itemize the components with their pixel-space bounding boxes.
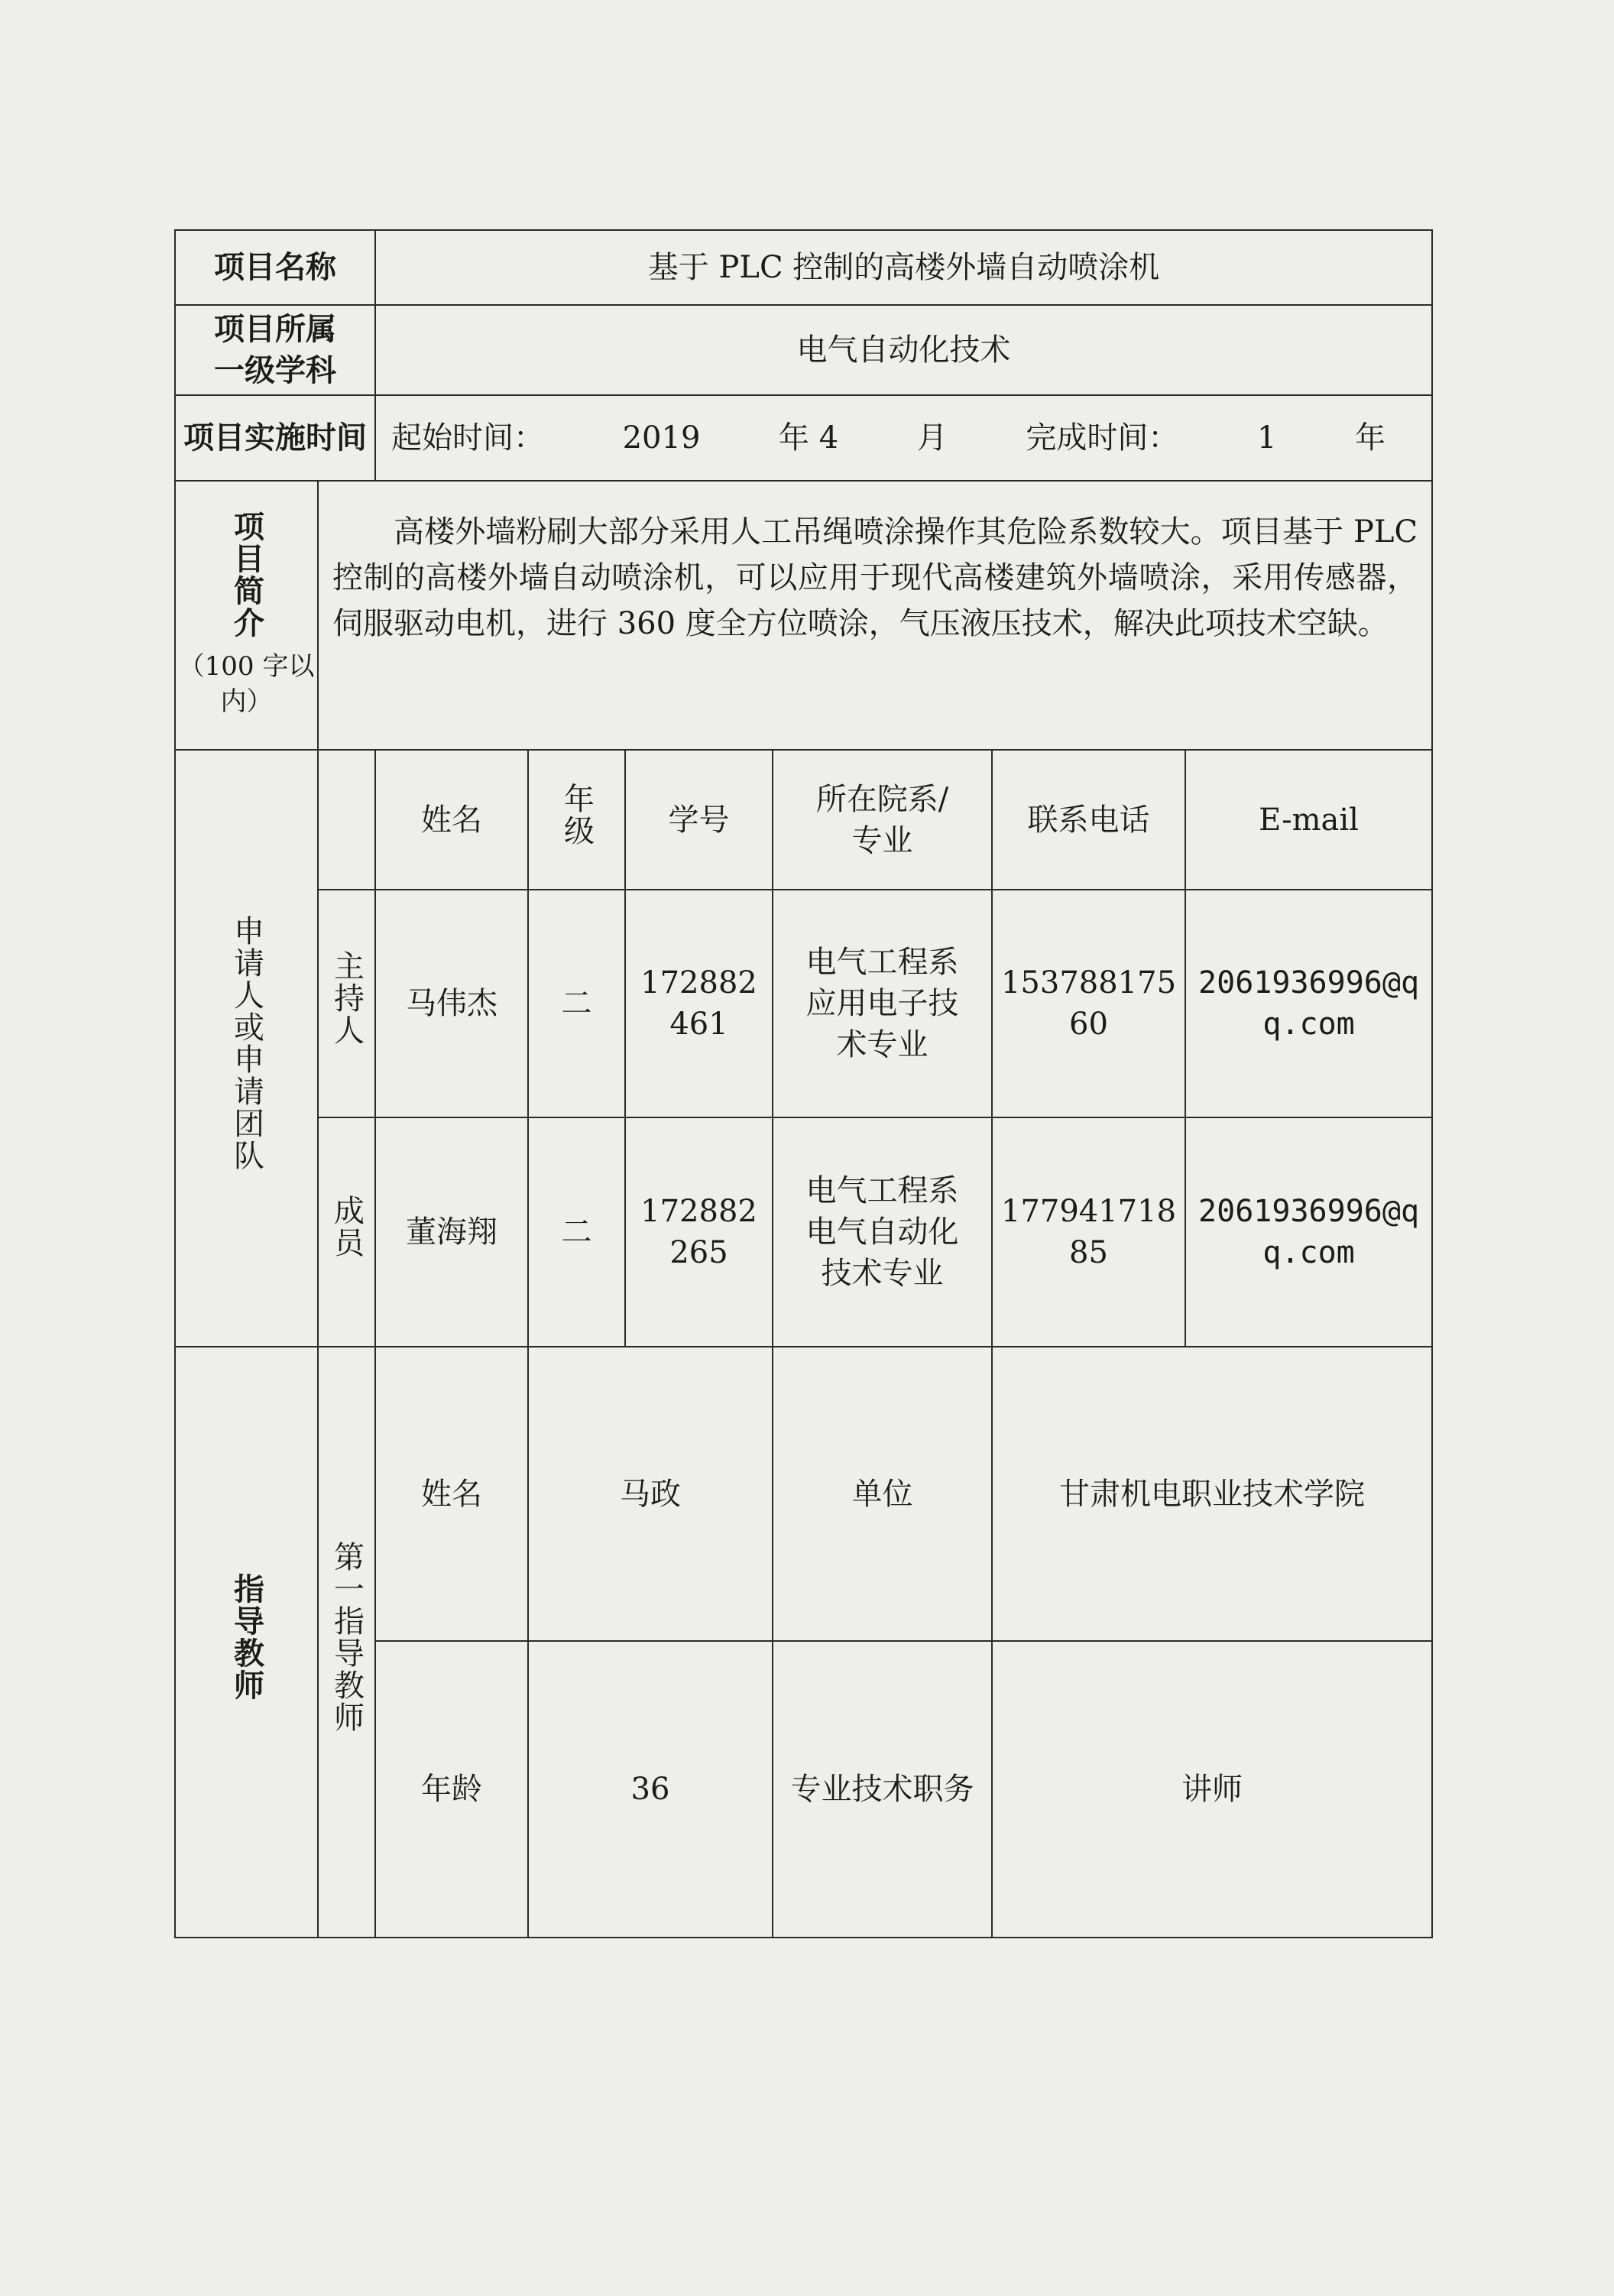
advisor-age: 36 <box>528 1641 773 1938</box>
project-name-value: 基于 PLC 控制的高楼外墙自动喷涂机 <box>375 230 1432 305</box>
row-grade: 二 <box>528 1117 625 1347</box>
advisor-row-1 <box>175 1347 1432 1641</box>
row-department: 电气工程系应用电子技术专业 <box>773 890 992 1117</box>
advisor-title: 讲师 <box>992 1641 1432 1938</box>
schedule-label: 项目实施时间 <box>175 395 375 481</box>
header-phone: 联系电话 <box>992 750 1185 890</box>
header-name: 姓名 <box>375 750 528 890</box>
intro-label: 项目简介 <box>228 511 265 640</box>
row-student-id: 172882265 <box>625 1117 773 1347</box>
intro-limit-note: （100 字以内） <box>178 651 315 717</box>
schedule-row <box>175 395 1432 481</box>
intro-label-cell <box>175 481 318 750</box>
row-name: 马伟杰 <box>375 890 528 1117</box>
intro-content-cell <box>318 481 1432 750</box>
table-row <box>175 1117 1432 1347</box>
row-phone: 15378817560 <box>992 890 1185 1117</box>
discipline-row <box>175 305 1432 395</box>
schedule-value <box>375 395 1432 481</box>
advisor-age-label: 年龄 <box>375 1641 528 1938</box>
header-department: 所在院系/专业 <box>773 750 992 890</box>
start-month: 4 <box>818 420 839 456</box>
advisor-sub-label-cell <box>318 1347 375 1938</box>
advisor-unit-label: 单位 <box>773 1347 992 1641</box>
row-role: 成员 <box>318 1117 375 1347</box>
project-name-row <box>175 230 1432 305</box>
row-email: 2061936996@qq.com <box>1185 890 1432 1117</box>
end-time-label: 完成时间： <box>1026 420 1179 456</box>
intro-row <box>175 481 1432 750</box>
row-phone: 17794171885 <box>992 1117 1185 1347</box>
team-label: 申请人或申请团队 <box>228 914 264 1172</box>
project-application-form <box>174 229 1433 1938</box>
team-header-row <box>175 750 1432 890</box>
advisor-name: 马政 <box>528 1347 773 1641</box>
advisor-sub-label: 第一指导教师 <box>329 1540 365 1733</box>
month-unit: 月 <box>916 420 948 456</box>
advisor-unit: 甘肃机电职业技术学院 <box>992 1347 1432 1641</box>
header-grade: 年级 <box>528 750 625 890</box>
project-name-label: 项目名称 <box>175 230 375 305</box>
row-role: 主持人 <box>318 890 375 1117</box>
advisor-label: 指导教师 <box>228 1572 265 1701</box>
row-department: 电气工程系电气自动化技术专业 <box>773 1117 992 1347</box>
discipline-label: 项目所属一级学科 <box>175 305 375 395</box>
duration-unit: 年 <box>1355 420 1386 456</box>
advisor-title-label: 专业技术职务 <box>773 1641 992 1938</box>
header-email: E-mail <box>1185 750 1432 890</box>
table-row <box>175 890 1432 1117</box>
year-unit: 年 <box>779 420 810 456</box>
row-name: 董海翔 <box>375 1117 528 1347</box>
team-label-cell <box>175 750 318 1347</box>
intro-text: 高楼外墙粉刷大部分采用人工吊绳喷涂操作其危险系数较大。项目基于 PLC 控制的高楼外墙自动喷涂机，可以应用于现代高楼建筑外墙喷涂，采用传感器，伺服驱动电机，进行 360 度全方位喷涂，气压液压技术，解决此项技术空缺。 <box>332 514 1418 641</box>
start-time-label: 起始时间： <box>391 420 544 456</box>
header-student-id: 学号 <box>625 750 773 890</box>
advisor-label-cell <box>175 1347 318 1938</box>
discipline-value: 电气自动化技术 <box>375 305 1432 395</box>
row-student-id: 172882461 <box>625 890 773 1117</box>
advisor-name-label: 姓名 <box>375 1347 528 1641</box>
start-year: 2019 <box>622 420 701 456</box>
duration-value: 1 <box>1257 420 1277 456</box>
team-header-role-blank <box>318 750 375 890</box>
row-email: 2061936996@qq.com <box>1185 1117 1432 1347</box>
row-grade: 二 <box>528 890 625 1117</box>
